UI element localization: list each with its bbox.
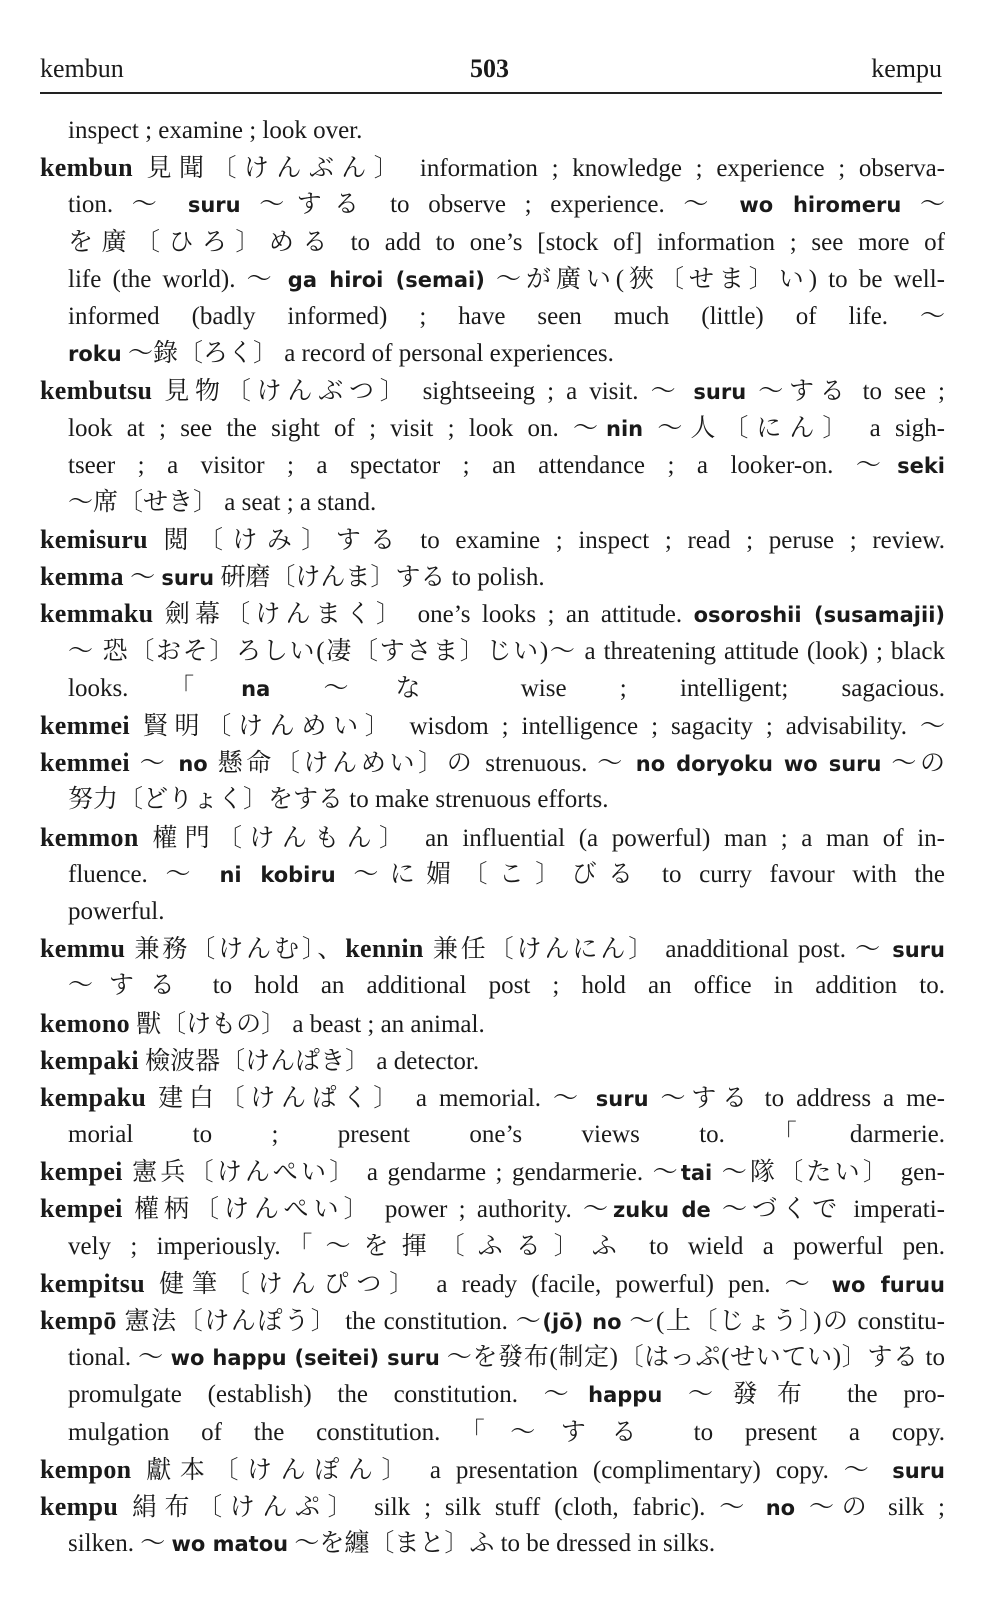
definition-text: 劍幕〔けんまく〕 one’s looks ; an attitude. (153, 601, 694, 629)
definition-text: morial to ; present one’s views to. ｢darmerie. (68, 1121, 945, 1149)
phrase-romaji: zuku de (613, 1198, 711, 1223)
definition-text: ～の (881, 750, 945, 778)
left-guide-word: kembun (40, 54, 124, 83)
phrase-romaji: wo happu (seitei) suru (170, 1346, 440, 1371)
definition-text: ～を纏〔まと〕ふ to be dressed in silks. (288, 1530, 716, 1558)
definition-text: looks. ｢ (68, 674, 242, 702)
definition-text: ～人〔にん〕 a sigh- (643, 414, 945, 442)
definition-text: 絹布〔けんぷ〕 silk ; silk stuff (cloth, fabric). ～ (118, 1493, 766, 1521)
definition-text: life (the world). ～ (68, 265, 288, 293)
text-line (40, 372, 945, 409)
phrase-romaji: suru (595, 1086, 649, 1111)
definition-text: ～の silk ; (795, 1493, 945, 1521)
text-line (40, 893, 945, 930)
definition-text: 賢明〔けんめい〕 wisdom ; intelligence ; sagacity ; advisability. ～ (129, 713, 945, 740)
headword: kempei (40, 1157, 123, 1187)
definition-text: fluence. ～ (68, 860, 220, 888)
text-line (40, 781, 945, 818)
definition-text: tion. ～ (68, 191, 188, 219)
definition-text: vely ; imperiously. ｢～を揮〔ふる〕ふ to wield a powerful pen. (68, 1232, 945, 1260)
definition-text: ～ 恐〔おそ〕ろしい(凄〔すさま〕じい)～ a threatening attitude (look) ; black (68, 637, 945, 665)
text-line (40, 1005, 945, 1042)
phrase-romaji: happu (588, 1383, 663, 1408)
phrase-romaji: no doryoku wo suru (635, 752, 882, 777)
text-line (40, 670, 945, 707)
headword: kembun (40, 153, 133, 183)
page-header (40, 52, 942, 94)
text-line (40, 149, 945, 186)
text-line (40, 819, 945, 856)
text-line (40, 186, 945, 223)
definition-text: ～發布 the pro- (662, 1381, 945, 1409)
phrase-romaji: suru (161, 566, 215, 591)
definition-text: promulgate (establish) the constitution. ～ (68, 1381, 589, 1409)
definition-text: ～な wise ; intelligent; sagacious. (270, 674, 945, 702)
definition-text: informed (badly informed) ; have seen much (little) of life. ～ (68, 302, 945, 330)
dictionary-entries (40, 112, 945, 1562)
phrase-romaji: suru (892, 1458, 945, 1483)
text-line (40, 1525, 945, 1562)
definition-text: ～する to hold an additional post ; hold an office in addition to. (68, 972, 945, 1000)
headword: kemmaku (40, 599, 154, 629)
phrase-romaji: suru (892, 938, 945, 963)
phrase-romaji: nin (606, 416, 644, 441)
definition-text: tional. ～ (68, 1344, 171, 1372)
text-line (40, 335, 945, 372)
headword: kempō (40, 1306, 117, 1335)
definition-text: 獻本〔けんぽん〕 a presentation (complimentary) copy. ～ (131, 1456, 893, 1484)
text-line (40, 484, 945, 521)
definition-text: 建白〔けんぱく〕 a memorial. ～ (146, 1084, 596, 1112)
headword: kemmei (40, 711, 130, 740)
definition-text: silken. ～ (68, 1530, 172, 1558)
headword: kemmu (40, 934, 126, 964)
text-line (40, 707, 945, 744)
headword: kemono (40, 1008, 130, 1038)
definition-text: mulgation of the constitution. ｢～する to present a copy. (68, 1418, 945, 1446)
headword: kempaki (40, 1045, 139, 1075)
definition-text: 見物〔けんぶつ〕 sightseeing ; a visit. ～ (152, 378, 694, 406)
definition-text: 懸命〔けんめい〕の strenuous. ～ (207, 750, 636, 778)
headword: kempaku (40, 1082, 147, 1112)
definition-text: ～に媚〔こ〕びる to curry favour with the (335, 860, 945, 888)
definition-text: ～錄〔ろく〕 a record of personal experiences. (121, 340, 614, 368)
definition-text: ～ (123, 564, 162, 592)
text-line (40, 1376, 945, 1413)
phrase-romaji: no (765, 1495, 796, 1520)
text-line (40, 1042, 945, 1079)
headword: kennin (345, 934, 424, 964)
text-line (40, 521, 945, 558)
text-line (40, 558, 945, 595)
definition-text: 努力〔どりょく〕をする to make strenuous efforts. (68, 786, 609, 814)
definition-text: powerful. (68, 897, 165, 925)
definition-text: 憲兵〔けんぺい〕 a gendarme ; gendarmerie. ～ (122, 1159, 681, 1187)
page-number: 503 (470, 54, 509, 83)
right-guide-word: kempu (871, 54, 942, 83)
text-line (40, 224, 945, 261)
text-line (40, 1414, 945, 1451)
phrase-romaji: roku (68, 342, 122, 367)
definition-text: 檢波器〔けんぱき〕 a detector. (138, 1047, 480, 1075)
phrase-romaji: tai (680, 1161, 713, 1186)
headword: kemmei (40, 748, 130, 778)
text-line (40, 1228, 945, 1265)
phrase-romaji: ga hiroi (semai) (287, 267, 485, 292)
text-line (40, 1339, 945, 1376)
text-line (40, 1451, 945, 1488)
definition-text: 健筆〔けんぴつ〕 a ready (facile, powerful) pen. ～ (144, 1270, 832, 1298)
definition-text: ～する to observe ; experience. ～ (240, 191, 740, 219)
text-line (40, 298, 945, 335)
phrase-romaji: (jō) no (542, 1310, 622, 1334)
headword: kempei (40, 1194, 123, 1224)
definition-text: ～する to address a me- (648, 1084, 945, 1112)
text-line (40, 1302, 945, 1339)
definition-text: ～隊〔たい〕 gen- (712, 1159, 945, 1187)
definition-text: ～が廣い(狹〔せま〕い) to be well- (484, 265, 945, 293)
phrase-romaji: no (178, 752, 208, 777)
text-line (40, 967, 945, 1004)
text-line (40, 1265, 945, 1302)
phrase-romaji: suru (187, 193, 241, 218)
definition-text: 權柄〔けんぺい〕 power ; authority. ～ (122, 1196, 614, 1224)
headword: kemisuru (40, 525, 148, 555)
definition-text: 憲法〔けんぽう〕 the constitution. ～ (116, 1308, 543, 1335)
headword: kembutsu (40, 376, 153, 406)
definition-text: ～席〔せき〕 a seat ; a stand. (68, 488, 377, 516)
phrase-romaji: na (241, 676, 271, 701)
definition-text: 閲〔けみ〕する to examine ; inspect ; read ; peruse ; review. (147, 527, 945, 555)
headword: kempitsu (40, 1268, 145, 1298)
phrase-romaji: seki (897, 453, 945, 478)
headword: kemma (40, 562, 124, 592)
phrase-romaji: wo hiromeru (739, 193, 902, 218)
text-line (40, 1190, 945, 1227)
definition-text: look at ; see the sight of ; visit ; look on. ～ (68, 414, 607, 442)
text-line (40, 1079, 945, 1116)
definition-text: 見聞〔けんぶん〕 information ; knowledge ; experience ; observa- (132, 155, 945, 183)
phrase-romaji: ni kobiru (219, 862, 336, 887)
definition-text: ～ (901, 191, 945, 219)
text-line (40, 1153, 945, 1190)
definition-text: ～ (129, 750, 179, 778)
text-line (40, 930, 945, 967)
headword: kemmon (40, 822, 139, 852)
text-line (40, 112, 945, 149)
definition-text: 獸〔けもの〕 a beast ; an animal. (129, 1010, 485, 1038)
text-line (40, 1488, 945, 1525)
headword: kempu (40, 1491, 119, 1521)
headword: kempon (40, 1454, 132, 1484)
definition-text: 權門〔けんもん〕 an influential (a powerful) man ; a man of in- (138, 824, 945, 852)
text-line (40, 1116, 945, 1153)
definition-text: 兼務〔けんむ〕、 (125, 936, 346, 964)
phrase-romaji: wo matou (171, 1532, 289, 1557)
definition-text: ～する to see ; (746, 378, 945, 406)
text-line (40, 595, 945, 632)
definition-text: 兼任〔けんにん〕 anadditional post. ～ (423, 936, 893, 964)
text-line (40, 633, 945, 670)
definition-text: を廣〔ひろ〕める to add to one’s [stock of] information ; see more of (68, 228, 945, 256)
text-line (40, 856, 945, 893)
definition-text: inspect ; examine ; look over. (68, 117, 363, 144)
text-line (40, 447, 945, 484)
text-line (40, 261, 945, 298)
definition-text: 硏磨〔けんま〕する to polish. (214, 564, 545, 592)
definition-text: ～を發布(制定)〔はっぷ(せいてい)〕する to (439, 1344, 945, 1372)
text-line (40, 410, 945, 447)
phrase-romaji: wo furuu (831, 1272, 945, 1297)
definition-text: tseer ; a visitor ; a spectator ; an attendance ; a looker-on. ～ (68, 451, 898, 479)
definition-text: ～(上〔じょう〕)の constitu- (621, 1308, 945, 1335)
phrase-romaji: osoroshii (susamajii) (693, 603, 945, 628)
text-line (40, 744, 945, 781)
definition-text: ～づくで imperati- (710, 1196, 945, 1224)
phrase-romaji: suru (693, 380, 747, 405)
